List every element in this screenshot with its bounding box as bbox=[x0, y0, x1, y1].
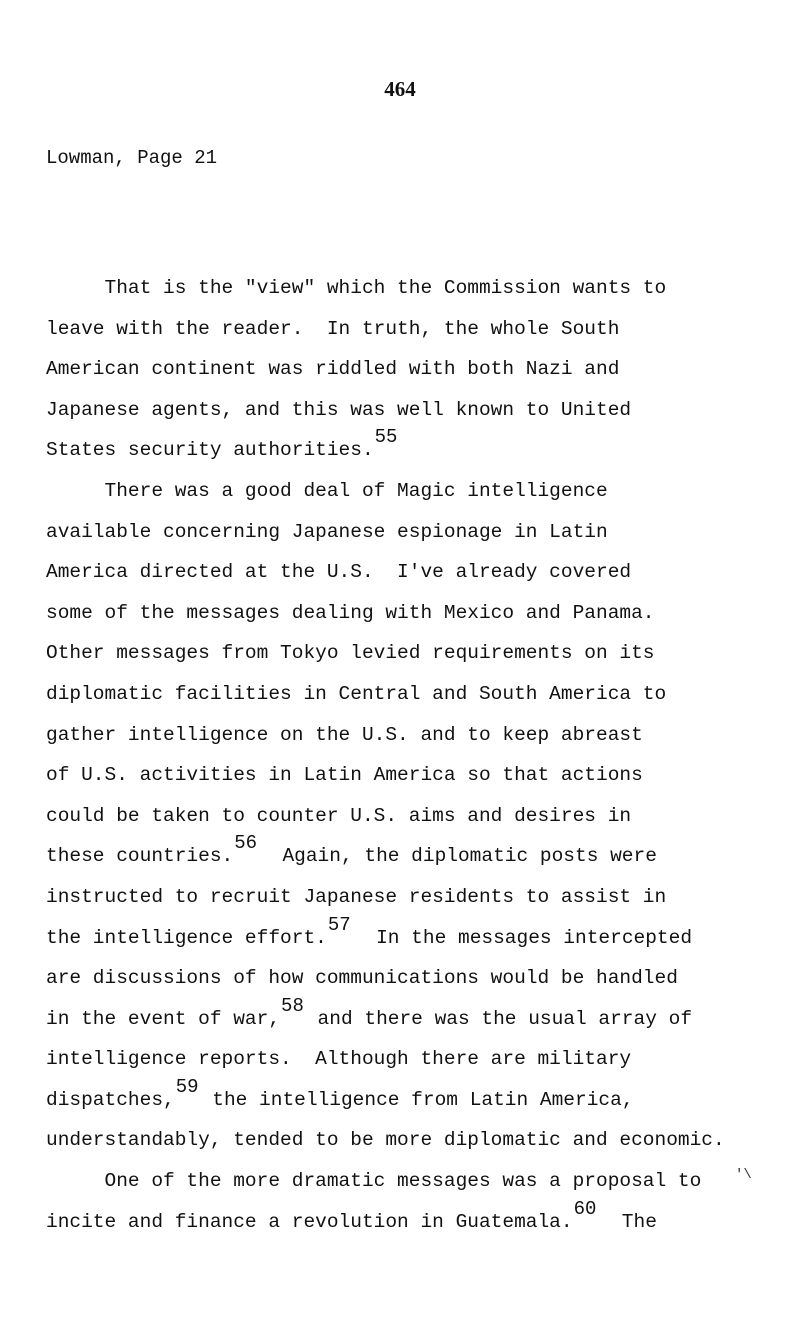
text-line bbox=[46, 796, 786, 837]
line-text: some of the messages dealing with Mexico and Panama. bbox=[46, 601, 655, 624]
line-text: The bbox=[598, 1210, 657, 1233]
line-text: American continent was riddled with both Nazi and bbox=[46, 358, 620, 381]
text-line bbox=[46, 958, 786, 999]
text-line bbox=[46, 593, 786, 634]
footnote-marker: 56 bbox=[234, 832, 258, 855]
text-line bbox=[46, 1075, 786, 1121]
text-line bbox=[46, 512, 786, 553]
line-text: incite and finance a revolution in Guatemala. bbox=[46, 1210, 573, 1233]
text-line bbox=[46, 390, 786, 431]
line-text: are discussions of how communications would be handled bbox=[46, 967, 678, 990]
text-line bbox=[46, 1039, 786, 1080]
line-text: of U.S. activities in Latin America so that actions bbox=[46, 764, 643, 787]
line-text: these countries. bbox=[46, 845, 234, 868]
line-text: in the event of war, bbox=[46, 1007, 281, 1030]
text-line bbox=[46, 1120, 786, 1161]
footnote-marker: 58 bbox=[281, 994, 304, 1017]
line-text: One of the more dramatic messages was a proposal to bbox=[46, 1170, 702, 1193]
line-text: the intelligence from Latin America, bbox=[200, 1088, 634, 1111]
text-line bbox=[46, 877, 786, 918]
line-text: States security authorities. bbox=[46, 439, 374, 462]
text-line bbox=[46, 426, 786, 471]
line-text: There was a good deal of Magic intelligence bbox=[46, 479, 608, 502]
line-text: could be taken to counter U.S. aims and desires in bbox=[46, 804, 632, 827]
text-line bbox=[46, 471, 786, 512]
footnote-marker: 55 bbox=[374, 426, 398, 449]
text-line bbox=[46, 1161, 786, 1202]
text-line bbox=[46, 913, 786, 959]
footnote-marker: 59 bbox=[175, 1075, 199, 1098]
text-line bbox=[46, 755, 786, 796]
line-text: Again, the diplomatic posts were bbox=[259, 845, 657, 868]
text-line bbox=[46, 715, 786, 756]
footnote-marker: 60 bbox=[573, 1197, 597, 1220]
line-text: intelligence reports. Although there are military bbox=[46, 1048, 632, 1071]
line-text: Japanese agents, and this was well known to United bbox=[46, 398, 632, 421]
line-text: leave with the reader. In truth, the whole South bbox=[46, 317, 620, 340]
line-text: diplomatic facilities in Central and South America to bbox=[46, 682, 667, 705]
line-text: America directed at the U.S. I've already covered bbox=[46, 561, 632, 584]
footnote-marker: 57 bbox=[327, 913, 351, 936]
line-text: That is the "view" which the Commission wants to bbox=[46, 277, 667, 299]
line-text: and there was the usual array of bbox=[305, 1007, 693, 1030]
body-text bbox=[46, 268, 786, 1242]
line-text: the intelligence effort. bbox=[46, 926, 327, 949]
text-line bbox=[46, 309, 786, 350]
stray-mark: '\ bbox=[735, 1167, 752, 1183]
text-line bbox=[46, 268, 786, 309]
text-line bbox=[46, 552, 786, 593]
line-text: In the messages intercepted bbox=[352, 926, 693, 949]
text-line bbox=[46, 994, 786, 1040]
text-line bbox=[46, 349, 786, 390]
text-line bbox=[46, 633, 786, 674]
text-line bbox=[46, 832, 786, 877]
line-text: available concerning Japanese espionage in Latin bbox=[46, 520, 608, 543]
running-head: Lowman, Page 21 bbox=[46, 147, 218, 169]
line-text: Other messages from Tokyo levied requirements on its bbox=[46, 642, 655, 665]
page-number: 464 bbox=[384, 77, 416, 101]
line-text: gather intelligence on the U.S. and to keep abreast bbox=[46, 723, 643, 746]
line-text: understandably, tended to be more diplomatic and economic. bbox=[46, 1129, 725, 1152]
text-line bbox=[46, 1197, 786, 1243]
line-text: instructed to recruit Japanese residents to assist in bbox=[46, 885, 667, 908]
line-text: dispatches, bbox=[46, 1088, 175, 1111]
text-line bbox=[46, 674, 786, 715]
